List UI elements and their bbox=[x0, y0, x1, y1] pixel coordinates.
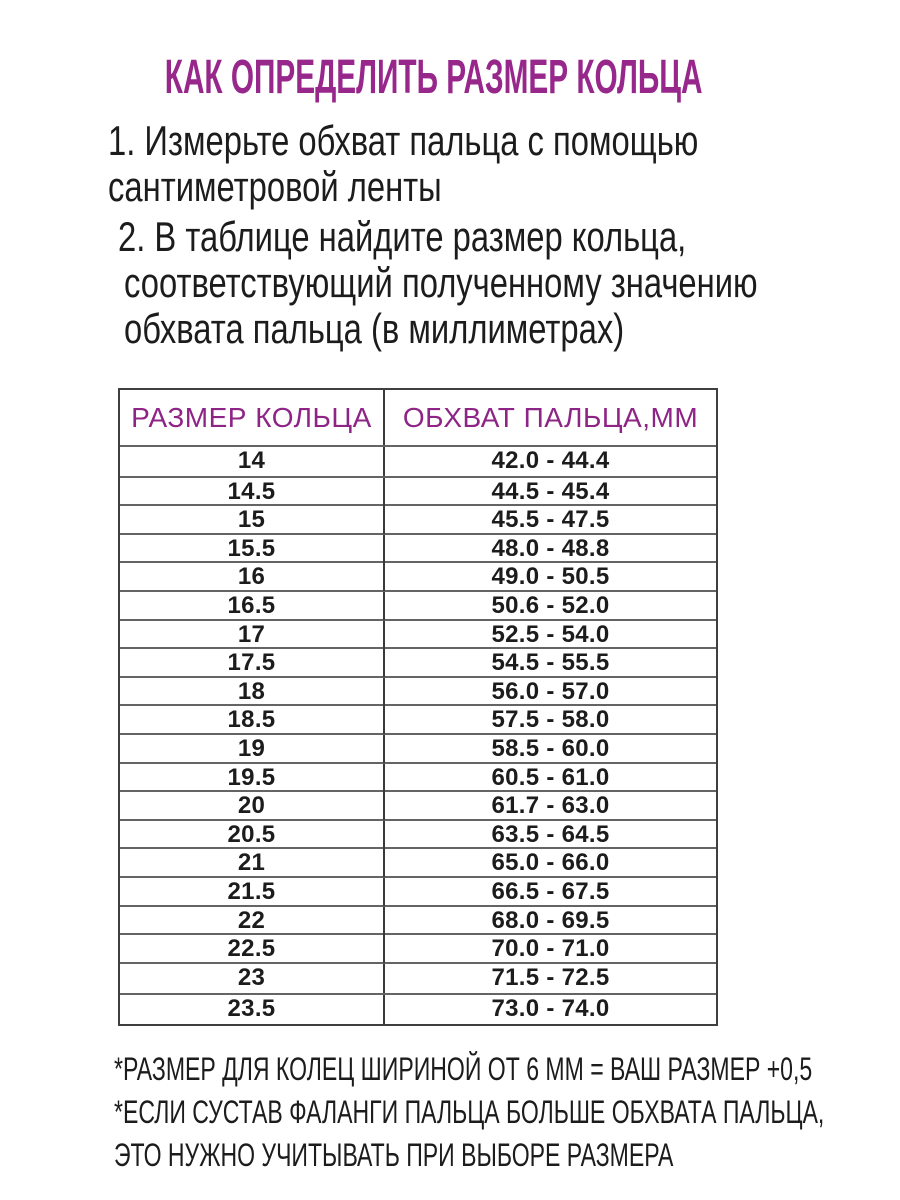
cell-ring-size: 15 bbox=[120, 506, 385, 534]
footnote-ring-width: *РАЗМЕР ДЛЯ КОЛЕЦ ШИРИНОЙ ОТ 6 ММ = ВАШ РАЗМЕР +0,5 bbox=[114, 1051, 813, 1087]
cell-finger-girth: 58.5 - 60.0 bbox=[491, 734, 610, 762]
cell-ring-size: 14.5 bbox=[120, 478, 385, 506]
cell-ring-size: 15.5 bbox=[120, 535, 385, 563]
instruction-line: сантиметровой ленты bbox=[108, 163, 442, 210]
table-header-ring-size: РАЗМЕР КОЛЬЦА bbox=[120, 390, 385, 445]
table-row bbox=[120, 533, 716, 562]
cell-finger-girth: 49.0 - 50.5 bbox=[491, 563, 610, 591]
table-row bbox=[120, 993, 716, 1024]
cell-ring-size: 16 bbox=[120, 563, 385, 591]
table-row bbox=[120, 933, 716, 962]
table-body bbox=[120, 447, 716, 1024]
table-row bbox=[120, 962, 716, 993]
cell-finger-girth: 63.5 - 64.5 bbox=[491, 820, 610, 848]
cell-ring-size: 17.5 bbox=[120, 649, 385, 677]
cell-ring-size: 23 bbox=[120, 964, 385, 993]
cell-finger-girth: 73.0 - 74.0 bbox=[491, 995, 610, 1023]
instruction-step-1 bbox=[108, 118, 865, 210]
instruction-line: 1. Измерьте обхват пальца с помощью bbox=[108, 117, 699, 164]
cell-ring-size: 21.5 bbox=[120, 878, 385, 906]
cell-ring-size: 18 bbox=[120, 678, 385, 706]
cell-ring-size: 17 bbox=[120, 621, 385, 649]
table-row bbox=[120, 876, 716, 905]
cell-finger-girth: 68.0 - 69.5 bbox=[491, 906, 610, 934]
instruction-line: обхвата пальца (в миллиметрах) bbox=[124, 305, 625, 352]
table-header-finger-girth: ОБХВАТ ПАЛЬЦА,ММ bbox=[402, 401, 699, 433]
cell-ring-size: 19 bbox=[120, 735, 385, 763]
footnote-knuckle-1: *ЕСЛИ СУСТАВ ФАЛАНГИ ПАЛЬЦА БОЛЬШЕ ОБХВАТА ПАЛЬЦА, bbox=[114, 1094, 825, 1130]
table-row bbox=[120, 790, 716, 819]
cell-finger-girth: 56.0 - 57.0 bbox=[491, 677, 610, 705]
table-row bbox=[120, 561, 716, 590]
cell-ring-size: 18.5 bbox=[120, 706, 385, 734]
cell-ring-size: 20 bbox=[120, 792, 385, 820]
cell-ring-size: 22 bbox=[120, 907, 385, 935]
cell-finger-girth: 71.5 - 72.5 bbox=[491, 964, 610, 992]
table-row bbox=[120, 819, 716, 848]
table-row bbox=[120, 447, 716, 476]
page-title bbox=[0, 51, 850, 104]
table-row bbox=[120, 590, 716, 619]
cell-finger-girth: 66.5 - 67.5 bbox=[491, 877, 610, 905]
instruction-line: 2. В таблице найдите размер кольца, bbox=[118, 213, 687, 260]
table-header-row bbox=[120, 390, 716, 447]
instruction-line: соответствующий полученному значению bbox=[124, 259, 758, 306]
table-row bbox=[120, 676, 716, 705]
cell-ring-size: 14 bbox=[120, 447, 385, 476]
cell-finger-girth: 42.0 - 44.4 bbox=[491, 447, 610, 475]
cell-finger-girth: 52.5 - 54.0 bbox=[491, 620, 610, 648]
footnotes bbox=[114, 1048, 900, 1177]
cell-finger-girth: 70.0 - 71.0 bbox=[491, 935, 610, 963]
table-row bbox=[120, 733, 716, 762]
table-row bbox=[120, 847, 716, 876]
cell-finger-girth: 60.5 - 61.0 bbox=[491, 763, 610, 791]
cell-ring-size: 20.5 bbox=[120, 821, 385, 849]
cell-finger-girth: 45.5 - 47.5 bbox=[491, 506, 610, 534]
table-row bbox=[120, 762, 716, 791]
cell-ring-size: 22.5 bbox=[120, 935, 385, 963]
cell-ring-size: 21 bbox=[120, 849, 385, 877]
table-row bbox=[120, 476, 716, 505]
table-row bbox=[120, 704, 716, 733]
cell-finger-girth: 50.6 - 52.0 bbox=[491, 591, 610, 619]
cell-finger-girth: 48.0 - 48.8 bbox=[491, 534, 610, 562]
ring-size-table bbox=[118, 388, 718, 1026]
cell-finger-girth: 44.5 - 45.4 bbox=[491, 477, 610, 505]
cell-ring-size: 23.5 bbox=[120, 995, 385, 1024]
cell-ring-size: 19.5 bbox=[120, 764, 385, 792]
footnote-knuckle-2: ЭТО НУЖНО УЧИТЫВАТЬ ПРИ ВЫБОРЕ РАЗМЕРА bbox=[114, 1137, 674, 1173]
cell-finger-girth: 65.0 - 66.0 bbox=[491, 849, 610, 877]
cell-finger-girth: 61.7 - 63.0 bbox=[491, 792, 610, 820]
table-row bbox=[120, 504, 716, 533]
instruction-step-2 bbox=[118, 214, 900, 352]
table-row bbox=[120, 619, 716, 648]
table-row bbox=[120, 647, 716, 676]
table-row bbox=[120, 905, 716, 934]
cell-finger-girth: 54.5 - 55.5 bbox=[491, 649, 610, 677]
page-title-text: КАК ОПРЕДЕЛИТЬ РАЗМЕР КОЛЬЦА bbox=[164, 51, 703, 104]
cell-ring-size: 16.5 bbox=[120, 592, 385, 620]
cell-finger-girth: 57.5 - 58.0 bbox=[491, 706, 610, 734]
